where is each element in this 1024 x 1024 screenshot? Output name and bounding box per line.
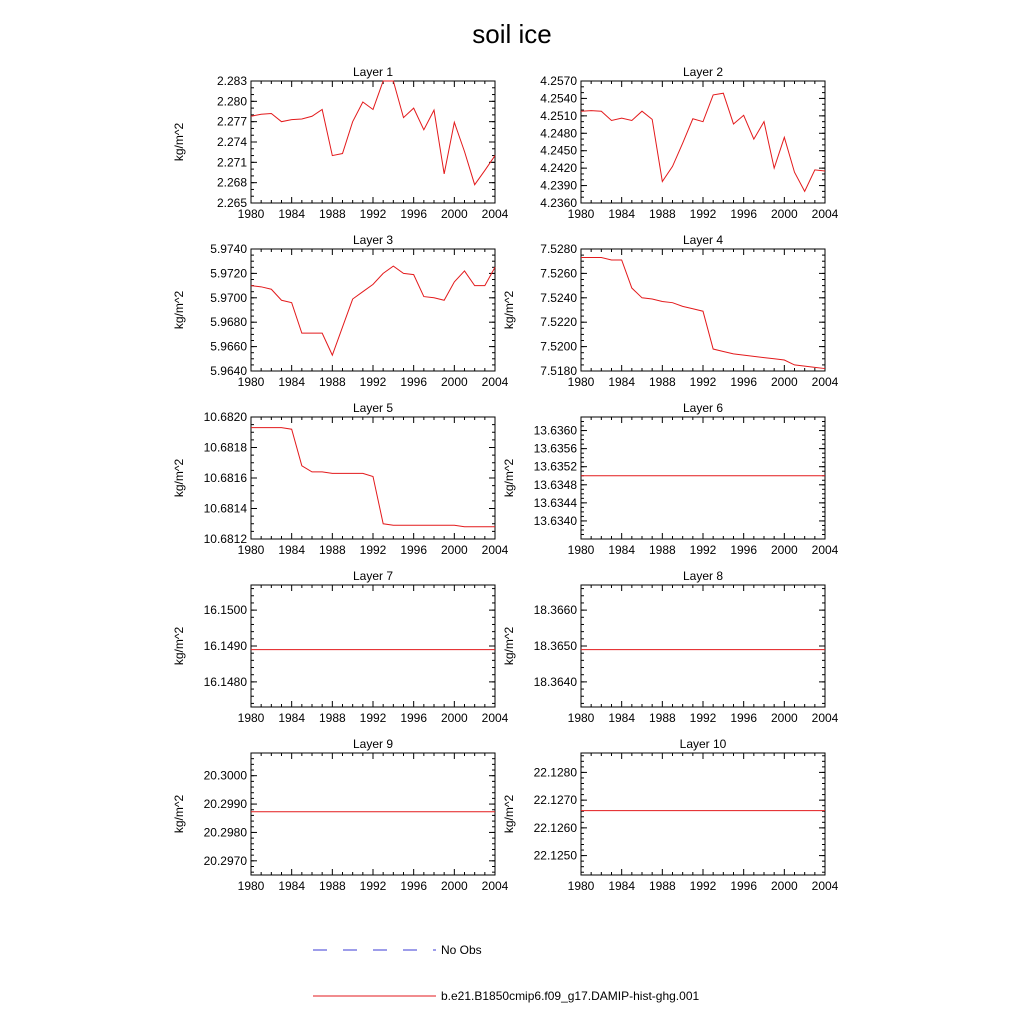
- panel-layer-10: [502, 737, 839, 893]
- panel-title: Layer 4: [682, 233, 724, 247]
- y-tick-label: 7.5240: [540, 290, 577, 305]
- x-tick-label: 2000: [440, 711, 468, 725]
- panel-layer-6: [502, 401, 839, 557]
- y-tick-label: 7.5200: [540, 339, 577, 354]
- x-tick-label: 1992: [359, 711, 387, 725]
- x-tick-label: 2004: [811, 711, 839, 725]
- x-tick-label: 1980: [237, 879, 265, 893]
- plot-frame: [581, 417, 825, 539]
- plot-frame: [581, 81, 825, 203]
- y-tick-label: 7.5280: [540, 242, 577, 256]
- y-axis-label: kg/m^2: [172, 794, 186, 834]
- x-tick-label: 1988: [318, 879, 346, 893]
- x-tick-label: 2004: [481, 879, 509, 893]
- x-tick-label: 1992: [359, 375, 387, 389]
- plot-frame: [251, 585, 495, 707]
- series-line: [581, 93, 825, 191]
- panel-layer-5: [172, 401, 509, 557]
- x-tick-label: 1996: [400, 375, 428, 389]
- x-tick-label: 1980: [567, 879, 595, 893]
- panel-title: Layer 7: [352, 569, 394, 583]
- y-axis-label: kg/m^2: [502, 794, 516, 834]
- y-axis-label: kg/m^2: [172, 122, 186, 162]
- x-tick-label: 1992: [689, 711, 717, 725]
- x-tick-label: 1988: [648, 207, 676, 221]
- y-tick-label: 20.3000: [203, 768, 247, 783]
- x-tick-label: 1996: [400, 543, 428, 557]
- y-tick-label: 16.1490: [203, 639, 247, 653]
- y-tick-label: 5.9660: [210, 339, 247, 354]
- y-tick-label: 13.6340: [533, 513, 577, 528]
- y-tick-label: 4.2450: [540, 143, 577, 158]
- y-tick-label: 5.9640: [210, 364, 247, 378]
- panel-layer-4: [502, 233, 839, 389]
- y-tick-label: 2.277: [216, 114, 247, 129]
- y-tick-label: 4.2420: [540, 161, 577, 176]
- panel-layer-7: [172, 569, 509, 725]
- panel-title: Layer 8: [682, 569, 724, 583]
- x-tick-label: 2000: [770, 879, 798, 893]
- y-tick-label: 10.6820: [203, 410, 247, 424]
- y-tick-label: 5.9680: [210, 315, 247, 330]
- y-tick-label: 4.2510: [540, 108, 577, 123]
- y-tick-label: 13.6360: [533, 423, 577, 438]
- y-tick-label: 2.265: [216, 196, 247, 210]
- y-axis-label: kg/m^2: [502, 290, 516, 330]
- plot-frame: [251, 753, 495, 875]
- x-tick-label: 1984: [278, 207, 306, 221]
- y-tick-label: 5.9740: [210, 242, 247, 256]
- y-tick-label: 16.1480: [203, 674, 247, 689]
- y-tick-label: 13.6356: [533, 441, 577, 456]
- plot-frame: [251, 249, 495, 371]
- x-tick-label: 1984: [608, 879, 636, 893]
- x-tick-label: 1988: [648, 543, 676, 557]
- plot-frame: [581, 753, 825, 875]
- x-tick-label: 2000: [440, 543, 468, 557]
- panel-title: Layer 1: [352, 65, 394, 79]
- x-tick-label: 2004: [811, 879, 839, 893]
- x-tick-label: 1996: [400, 207, 428, 221]
- x-tick-label: 1984: [608, 207, 636, 221]
- x-tick-label: 1996: [730, 375, 758, 389]
- x-tick-label: 1992: [689, 543, 717, 557]
- panels-grid: [172, 65, 839, 893]
- x-tick-label: 1984: [278, 543, 306, 557]
- y-tick-label: 13.6352: [533, 459, 577, 474]
- x-tick-label: 1984: [278, 711, 306, 725]
- panel-layer-1: [172, 65, 509, 221]
- panel-layer-8: [502, 569, 839, 725]
- y-tick-label: 7.5220: [540, 315, 577, 330]
- y-tick-label: 4.2390: [540, 178, 577, 193]
- x-tick-label: 1992: [359, 207, 387, 221]
- x-tick-label: 2000: [770, 207, 798, 221]
- x-tick-label: 1988: [318, 543, 346, 557]
- y-tick-label: 4.2570: [540, 74, 577, 88]
- x-tick-label: 2000: [440, 207, 468, 221]
- x-tick-label: 2000: [770, 543, 798, 557]
- y-tick-label: 5.9700: [210, 290, 247, 305]
- x-tick-label: 1980: [567, 375, 595, 389]
- x-tick-label: 1992: [689, 207, 717, 221]
- x-tick-label: 2004: [481, 207, 509, 221]
- x-tick-label: 1992: [689, 375, 717, 389]
- panel-title: Layer 6: [682, 401, 724, 415]
- y-tick-label: 20.2990: [203, 797, 247, 812]
- x-tick-label: 1992: [359, 879, 387, 893]
- x-tick-label: 1980: [567, 711, 595, 725]
- y-tick-label: 5.9720: [210, 266, 247, 281]
- series-line: [251, 266, 495, 355]
- x-tick-label: 1988: [318, 207, 346, 221]
- y-tick-label: 20.2970: [203, 853, 247, 868]
- y-tick-label: 2.268: [216, 175, 247, 190]
- x-tick-label: 1996: [730, 207, 758, 221]
- figure-title: soil ice: [472, 19, 552, 49]
- plot-frame: [251, 81, 495, 203]
- y-tick-label: 22.1270: [533, 793, 577, 808]
- y-tick-label: 4.2480: [540, 126, 577, 141]
- y-tick-label: 22.1280: [533, 765, 577, 780]
- panel-title: Layer 5: [352, 401, 394, 415]
- x-tick-label: 1988: [318, 375, 346, 389]
- x-tick-label: 2004: [811, 207, 839, 221]
- y-tick-label: 18.3660: [533, 603, 577, 618]
- y-axis-label: kg/m^2: [172, 626, 186, 666]
- y-tick-label: 2.280: [216, 94, 247, 109]
- panel-layer-9: [172, 737, 509, 893]
- y-tick-label: 22.1250: [533, 848, 577, 863]
- y-tick-label: 18.3650: [533, 639, 577, 653]
- y-tick-label: 2.271: [216, 155, 247, 170]
- x-tick-label: 1980: [567, 207, 595, 221]
- y-tick-label: 7.5180: [540, 364, 577, 378]
- x-tick-label: 1996: [730, 879, 758, 893]
- x-tick-label: 1984: [278, 879, 306, 893]
- x-tick-label: 1996: [400, 879, 428, 893]
- x-tick-label: 1996: [400, 711, 428, 725]
- y-tick-label: 22.1260: [533, 820, 577, 835]
- plot-frame: [581, 585, 825, 707]
- x-tick-label: 1984: [608, 543, 636, 557]
- x-tick-label: 2004: [481, 375, 509, 389]
- x-tick-label: 1980: [237, 207, 265, 221]
- y-tick-label: 7.5260: [540, 266, 577, 281]
- x-tick-label: 1980: [567, 543, 595, 557]
- series-line: [581, 258, 825, 369]
- panel-title: Layer 10: [679, 737, 727, 751]
- x-tick-label: 1988: [648, 375, 676, 389]
- y-tick-label: 20.2980: [203, 825, 247, 840]
- x-tick-label: 1988: [318, 711, 346, 725]
- panel-layer-3: [172, 233, 509, 389]
- x-tick-label: 2004: [811, 543, 839, 557]
- y-tick-label: 4.2540: [540, 91, 577, 106]
- x-tick-label: 1992: [689, 879, 717, 893]
- series-line: [251, 428, 495, 527]
- x-tick-label: 1992: [359, 543, 387, 557]
- legend-model-label: b.e21.B1850cmip6.f09_g17.DAMIP-hist-ghg.001: [441, 989, 700, 1003]
- y-axis-label: kg/m^2: [502, 626, 516, 666]
- x-tick-label: 1984: [608, 711, 636, 725]
- panel-title: Layer 3: [352, 233, 394, 247]
- y-tick-label: 4.2360: [540, 196, 577, 210]
- y-tick-label: 13.6348: [533, 477, 577, 492]
- x-tick-label: 1984: [278, 375, 306, 389]
- y-tick-label: 10.6816: [203, 471, 247, 485]
- y-tick-label: 10.6814: [203, 501, 247, 516]
- x-tick-label: 1996: [730, 711, 758, 725]
- x-tick-label: 2000: [770, 375, 798, 389]
- x-tick-label: 2004: [811, 375, 839, 389]
- y-axis-label: kg/m^2: [172, 290, 186, 330]
- y-tick-label: 16.1500: [203, 603, 247, 618]
- x-tick-label: 2000: [440, 375, 468, 389]
- panel-title: Layer 9: [352, 737, 394, 751]
- x-tick-label: 1980: [237, 375, 265, 389]
- x-tick-label: 1980: [237, 543, 265, 557]
- panel-layer-2: [540, 65, 838, 221]
- legend: [313, 943, 699, 1003]
- y-tick-label: 2.274: [216, 135, 247, 149]
- x-tick-label: 2004: [481, 711, 509, 725]
- x-tick-label: 1996: [730, 543, 758, 557]
- y-tick-label: 13.6344: [533, 495, 577, 510]
- series-line: [251, 81, 495, 185]
- plot-frame: [581, 249, 825, 371]
- x-tick-label: 1984: [608, 375, 636, 389]
- y-axis-label: kg/m^2: [502, 458, 516, 498]
- y-tick-label: 10.6812: [203, 532, 247, 546]
- panel-title: Layer 2: [682, 65, 724, 79]
- x-tick-label: 2000: [770, 711, 798, 725]
- y-tick-label: 10.6818: [203, 440, 247, 455]
- x-tick-label: 1988: [648, 879, 676, 893]
- y-tick-label: 18.3640: [533, 674, 577, 689]
- x-tick-label: 2004: [481, 543, 509, 557]
- x-tick-label: 2000: [440, 879, 468, 893]
- x-tick-label: 1988: [648, 711, 676, 725]
- y-tick-label: 2.283: [216, 74, 247, 88]
- x-tick-label: 1980: [237, 711, 265, 725]
- legend-no-obs-label: No Obs: [441, 943, 482, 957]
- y-axis-label: kg/m^2: [172, 458, 186, 498]
